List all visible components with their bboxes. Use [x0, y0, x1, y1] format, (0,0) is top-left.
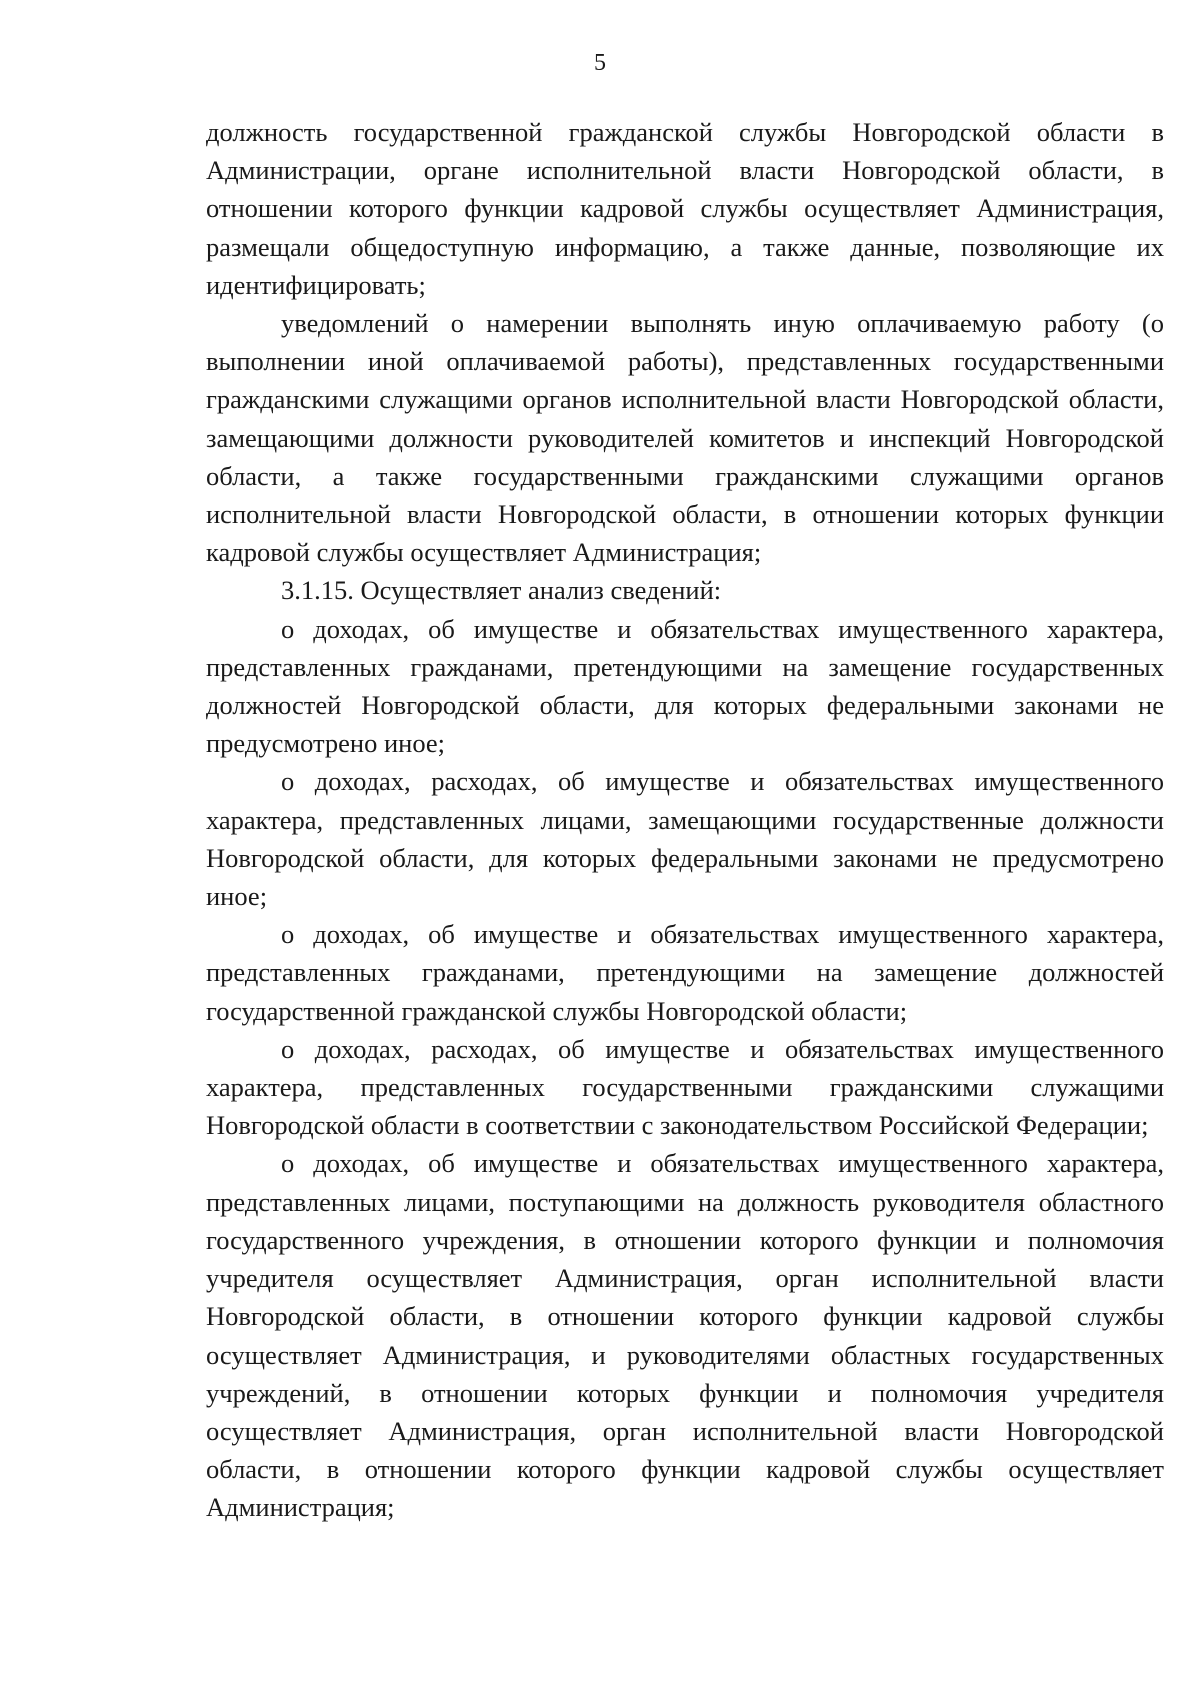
paragraph-clause-3-1-15: 3.1.15. Осуществляет анализ сведений:: [281, 575, 722, 606]
paragraph-notifications: уведомлений о намерении выполнять иную оплачиваемую работу (о выполнении иной оплачиваемой работы), представленных государственными гражданскими служащими органов исполнительной власти Новгородской области, замещающими должности руководителей комитетов и инспекций Новгородской области, а также государственными гражданскими служащими органов исполнительной власти Новгородской области, в отношении которых функции кадровой службы осуществляет Администрация;: [206, 308, 1164, 568]
paragraph-item-civil-servants: о доходах, расходах, об имуществе и обязательствах имущественного характера, представленных государственными гражданскими служащими Новгородской области в соответствии с законодательством Российской Федерации;: [206, 1033, 1164, 1141]
paragraph-item-candidates-state-positions: о доходах, об имуществе и обязательствах имущественного характера, представленных гражданами, претендующими на замещение государственных должностей Новгородской области, для которых федеральными законами не предусмотрено иное;: [206, 613, 1164, 759]
paragraph-continuation: должность государственной гражданской службы Новгородской области в Администрации, органе исполнительной власти Новгородской области, в отношении которого функции кадровой службы осуществляет Администрация, размещали общедоступную информацию, а также данные, позволяющие их идентифицировать;: [206, 117, 1164, 300]
paragraph-item-institution-heads: о доходах, об имуществе и обязательствах имущественного характера, представленных лицами, поступающими на должность руководителя областного государственного учреждения, в отношении которого функции и полномочия учредителя осуществляет Администрация, орган исполнительной власти Новгородской области, в отношении которого функции кадровой службы осуществляет Администрация, и руководителями областных государственных учреждений, в отношении которых функции и полномочия учредителя осуществляет Администрация, орган исполнительной власти Новгородской области, в отношении которого функции кадровой службы осуществляет Администрация;: [206, 1148, 1164, 1523]
document-body: [206, 113, 1164, 1527]
paragraph-item-candidates-civil-service: о доходах, об имуществе и обязательствах имущественного характера, представленных гражданами, претендующими на замещение должностей государственной гражданской службы Новгородской области;: [206, 919, 1164, 1026]
page-number: 5: [594, 50, 606, 76]
paragraph-item-holders-state-positions: о доходах, расходах, об имуществе и обязательствах имущественного характера, представленных лицами, замещающими государственные должности Новгородской области, для которых федеральными законами не предусмотрено иное;: [206, 766, 1164, 912]
